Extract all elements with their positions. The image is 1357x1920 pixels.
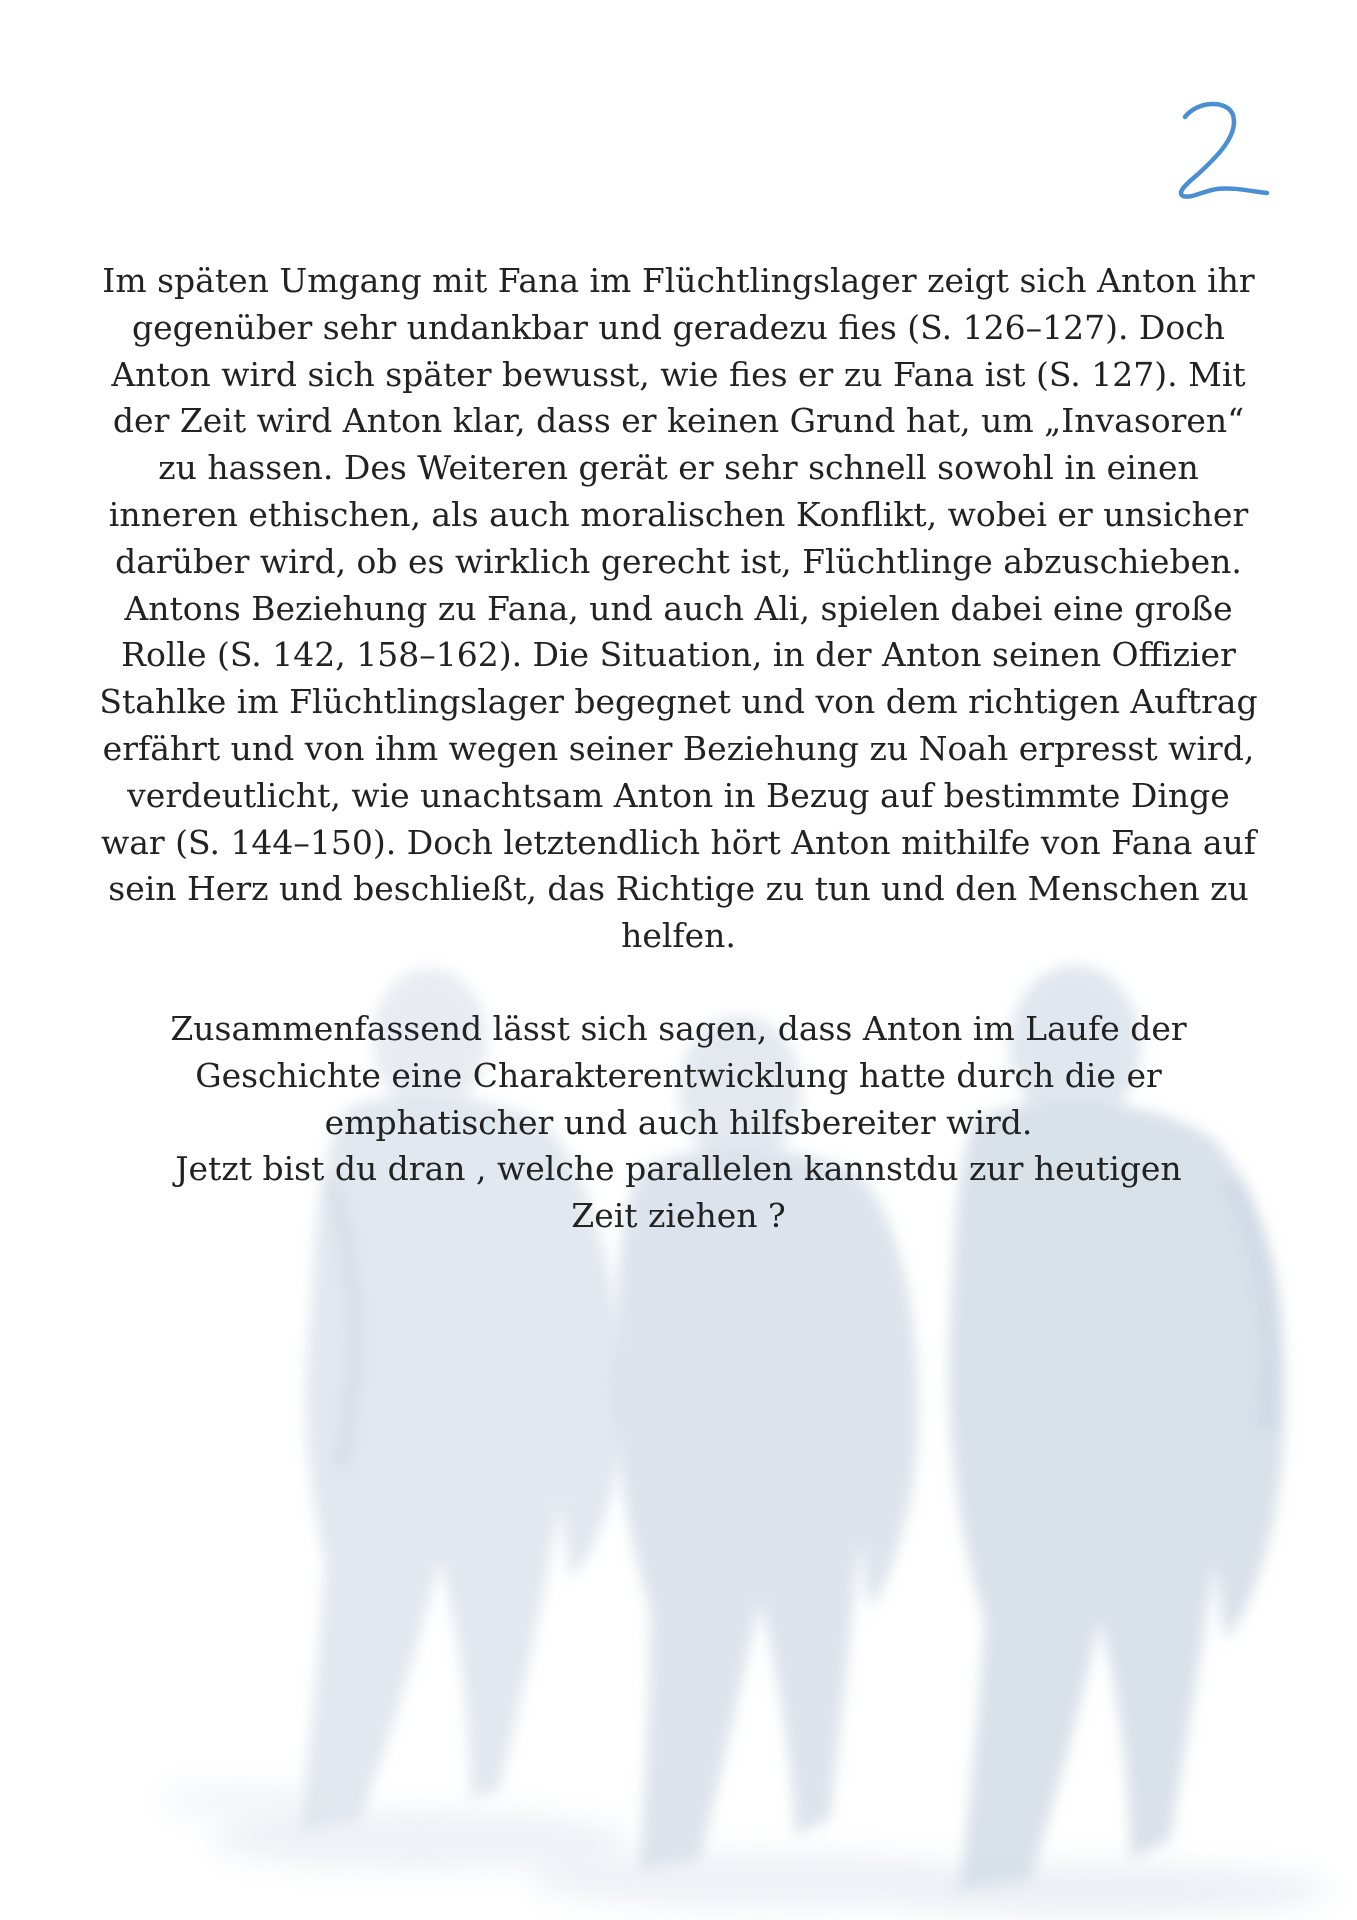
page-number-handwritten-stroke [1181, 104, 1267, 197]
main-text [95, 258, 1262, 1240]
page-number-text: 2 [1221, 165, 1223, 166]
body-paragraph-2: Zusammenfassend lässt sich sagen, dass Anton im Laufe der Geschichte eine Charakterentwicklung hatte durch die er emphatischer und auch hilfsbereiter wird. [170, 1008, 1187, 1142]
body-paragraph-1: Im späten Umgang mit Fana im Flüchtlingslager zeigt sich Anton ihr gegenüber sehr undankbar und geradezu fies (S. 126–127). Doch Anton wird sich später bewusst, wie fies er zu Fana ist (S. 127). Mit der Zeit wird Anton klar, dass er keinen Grund hat, um „Invasoren“ zu hassen. Des Weiteren gerät er sehr schnell sowohl in einen inneren ethischen, als auch moralischen Konflikt, wobei er unsicher darüber wird, ob es wirklich gerecht ist, Flüchtlinge abzuschieben. Antons Beziehung zu Fana, und auch Ali, spielen dabei eine große Rolle (S. 142, 158–162). Die Situation, in der Anton seinen Offizier Stahlke im Flüchtlingslager begegnet und von dem richtigen Auftrag erfährt und von ihm wegen seiner Beziehung zu Noah erpresst wird, verdeutlicht, wie unachtsam Anton in Bezug auf bestimmte Dinge war (S. 144–150). Doch letztendlich hört Anton mithilfe von Fana auf sein Herz und beschließt, das Richtige zu tun und den Menschen zu helfen. [99, 261, 1258, 956]
page-number [1167, 95, 1277, 215]
reader-question: Jetzt bist du dran , welche parallelen kannstdu zur heutigen Zeit ziehen ? [175, 1149, 1182, 1236]
